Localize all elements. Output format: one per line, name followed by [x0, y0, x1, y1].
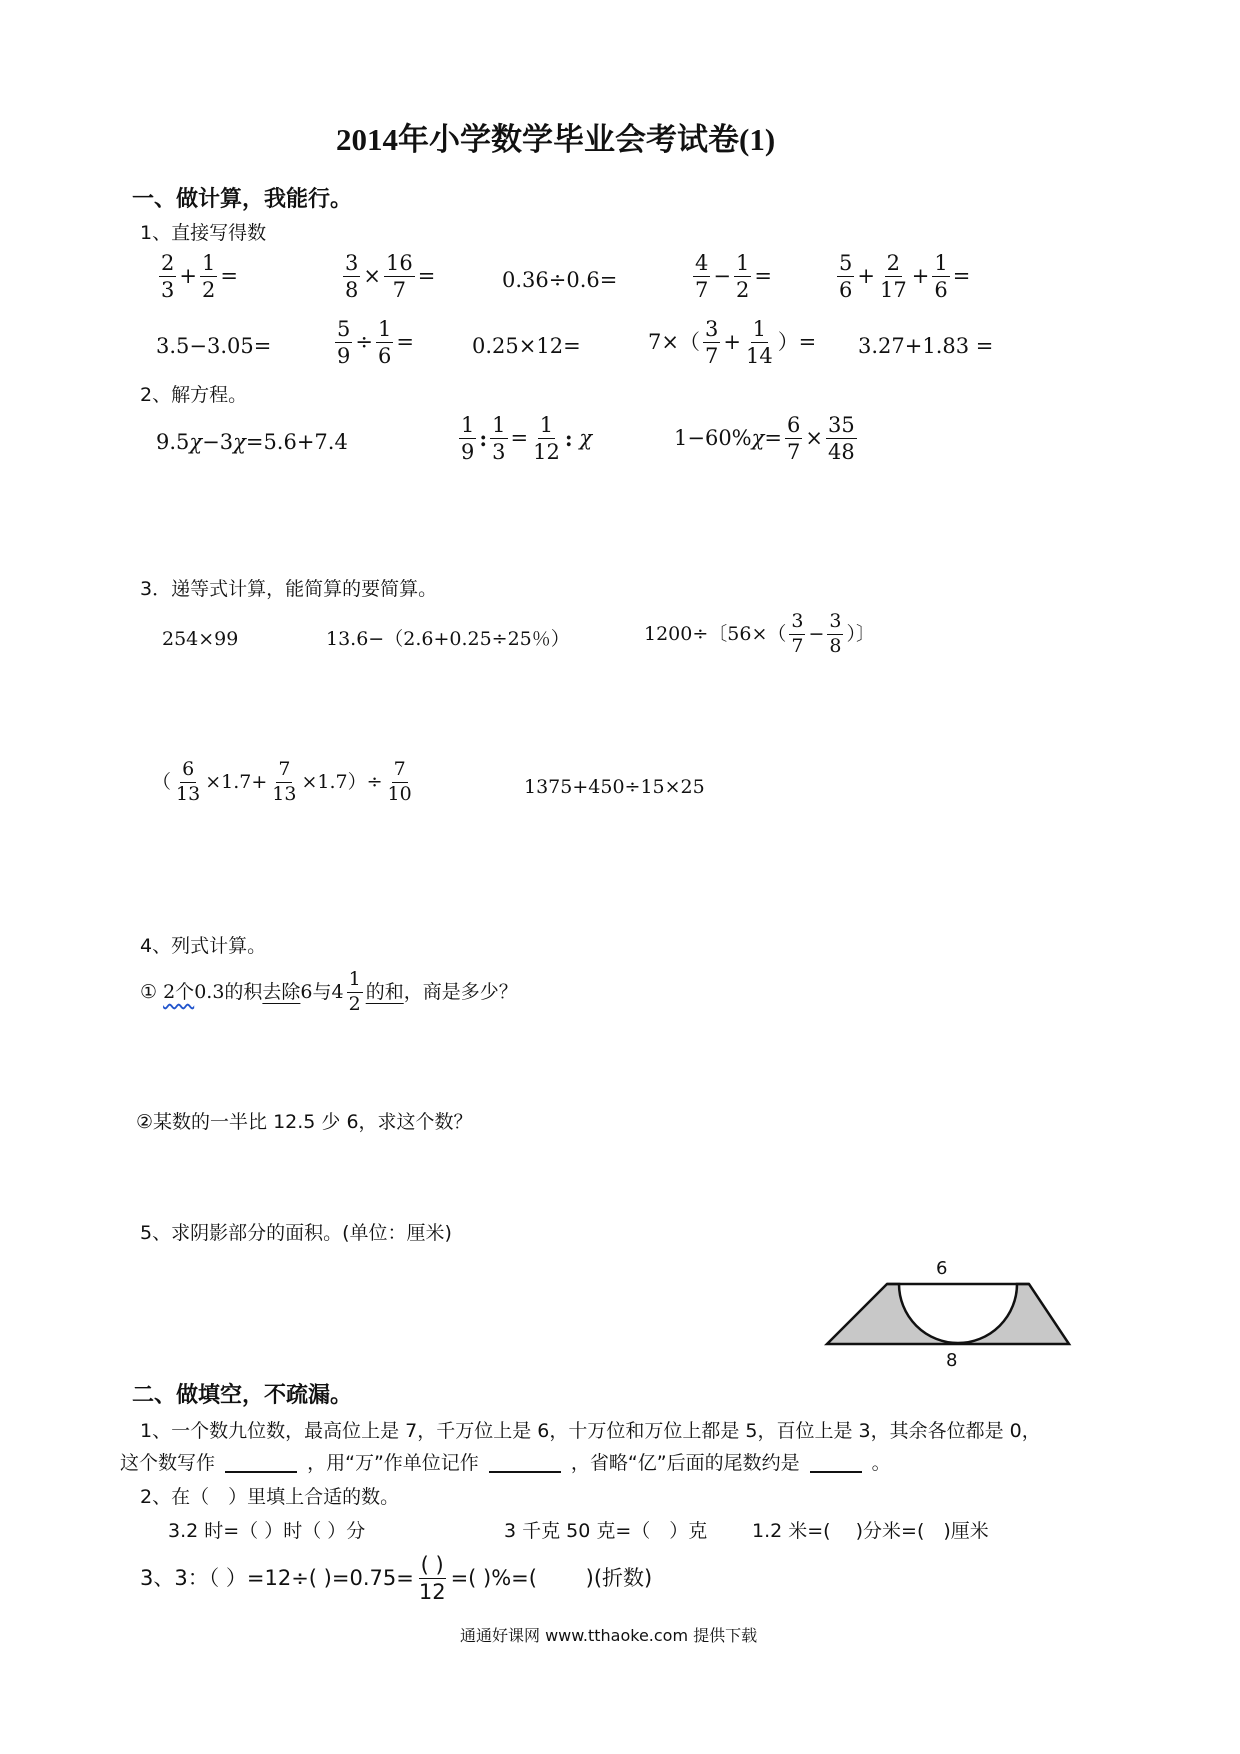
exam-title: 2014年小学数学毕业会考试卷(1)	[336, 122, 776, 157]
fill-q3-text-a: 3、3：（ ）=12÷( )=0.75=	[140, 1566, 414, 1591]
fill-q1-text-b: ，用“万”作单位记作	[307, 1452, 479, 1474]
fill-q1-line2	[120, 1454, 891, 1473]
q1-label: 1、直接写得数	[140, 222, 267, 244]
fill-q2-a: 3.2 时=（ ）时（ ）分	[168, 1520, 366, 1542]
fill-q3-text-b: =( )%=( )(折数)	[450, 1566, 653, 1591]
calc-2-5: 3.27+1.83 =	[858, 334, 994, 358]
fill-q2-label: 2、在（ ）里填上合适的数。	[140, 1486, 400, 1508]
top-length-label: 6	[936, 1258, 948, 1279]
calc-1-1: $\frac{2}{3}$ + $\frac{1}{2}$ =	[161, 251, 238, 303]
word-problem-1: ① 2个 0.3的积 去除 6与4 $\frac{1}{2}$ 的和 ，商是多少？	[140, 968, 518, 1015]
stepcalc-2: 13.6−（2.6+0.25÷25％）	[326, 628, 570, 650]
fill-q3	[140, 1554, 652, 1603]
fill-q3-fraction	[417, 1554, 448, 1603]
fill-q3-denominator: 12	[418, 1580, 446, 1605]
equation-1: 9.5 χ −3 χ =5.6+7.4	[156, 430, 348, 454]
fill-q3-numerator-slot[interactable]: ( )	[419, 1554, 446, 1579]
calc-2-1: 3.5−3.05=	[156, 334, 272, 358]
circled-1: ①	[140, 980, 158, 1003]
wp1-part-b: 2个	[163, 980, 195, 1003]
wp1-part-e: 6与4	[300, 980, 344, 1003]
stepcalc-4: （ $\frac{6}{13}$ ×1.7+ $\frac{7}{13}$ ×1.7）÷ $\frac{7}{10}$	[152, 758, 412, 805]
fill-q1-text-c: ，省略“亿”后面的尾数约是	[570, 1452, 800, 1474]
calc-2-4: 7×（ $\frac{3}{7}$ + $\frac{1}{14}$ ）=	[648, 317, 817, 369]
wp1-part-c: 0.3的积	[194, 980, 263, 1003]
section1-heading: 一、做计算，我能行。	[132, 187, 353, 212]
q2-label: 2、解方程。	[140, 384, 248, 406]
bottom-length-label: 8	[946, 1350, 958, 1371]
wp1-part-f: 的和	[365, 980, 404, 1003]
fill-q1-text-d: 。	[871, 1452, 891, 1474]
q5-label: 5、求阴影部分的面积。(单位：厘米)	[140, 1222, 452, 1244]
shaded-region	[827, 1284, 1069, 1344]
word-problem-2: ②某数的一半比 12.5 少 6，求这个数？	[136, 1111, 473, 1133]
calc-2-2: $\frac{5}{9}$ ÷ $\frac{1}{6}$ =	[337, 317, 414, 369]
answer-blank-1[interactable]	[225, 1470, 297, 1473]
wp1-part-g: ，商是多少？	[403, 980, 518, 1003]
wp1-part-d: 去除	[262, 980, 301, 1003]
equation-3: 1−60% χ = $\frac{6}{7}$ × $\frac{35}{48}$	[674, 413, 855, 465]
calc-1-3: 0.36÷0.6=	[502, 268, 618, 292]
calc-1-2: $\frac{3}{8}$ × $\frac{16}{7}$ =	[345, 251, 436, 303]
equation-2: $\frac{1}{9}$ : $\frac{1}{3}$ = $\frac{1}{12}$ : χ	[461, 413, 593, 465]
section2-heading: 二、做填空，不疏漏。	[132, 1383, 353, 1408]
stepcalc-1: 254×99	[162, 628, 239, 650]
stepcalc-5: 1375+450÷15×25	[524, 776, 705, 798]
calc-1-5: $\frac{5}{6}$ + $\frac{2}{17}$ + $\frac{1}{6}$ =	[839, 251, 971, 303]
fill-q2-c: 1.2 米=( )分米=( )厘米	[752, 1520, 989, 1542]
calc-2-3: 0.25×12=	[472, 334, 581, 358]
fill-q1-line1: 1、一个数九位数，最高位上是 7，千万位上是 6，十万位和万位上都是 5，百位上是 3，其余各位都是 0，	[140, 1420, 1041, 1442]
fill-q2-b: 3 千克 50 克=（ ）克	[504, 1520, 708, 1542]
q3-label: 3．递等式计算，能简算的要简算。	[140, 578, 438, 600]
q4-label: 4、列式计算。	[140, 935, 267, 957]
calc-1-4: $\frac{4}{7}$ − $\frac{1}{2}$ =	[695, 251, 772, 303]
answer-blank-3[interactable]	[810, 1470, 862, 1473]
answer-blank-2[interactable]	[489, 1470, 561, 1473]
shaded-area-figure	[820, 1252, 1090, 1372]
stepcalc-3: 1200÷〔56×（ $\frac{3}{7}$ − $\frac{3}{8}$ ）〕	[644, 610, 875, 657]
footer-credit: 通通好课网 www.tthaoke.com 提供下载	[460, 1626, 758, 1645]
fill-q1-text-a: 这个数写作	[120, 1452, 216, 1474]
